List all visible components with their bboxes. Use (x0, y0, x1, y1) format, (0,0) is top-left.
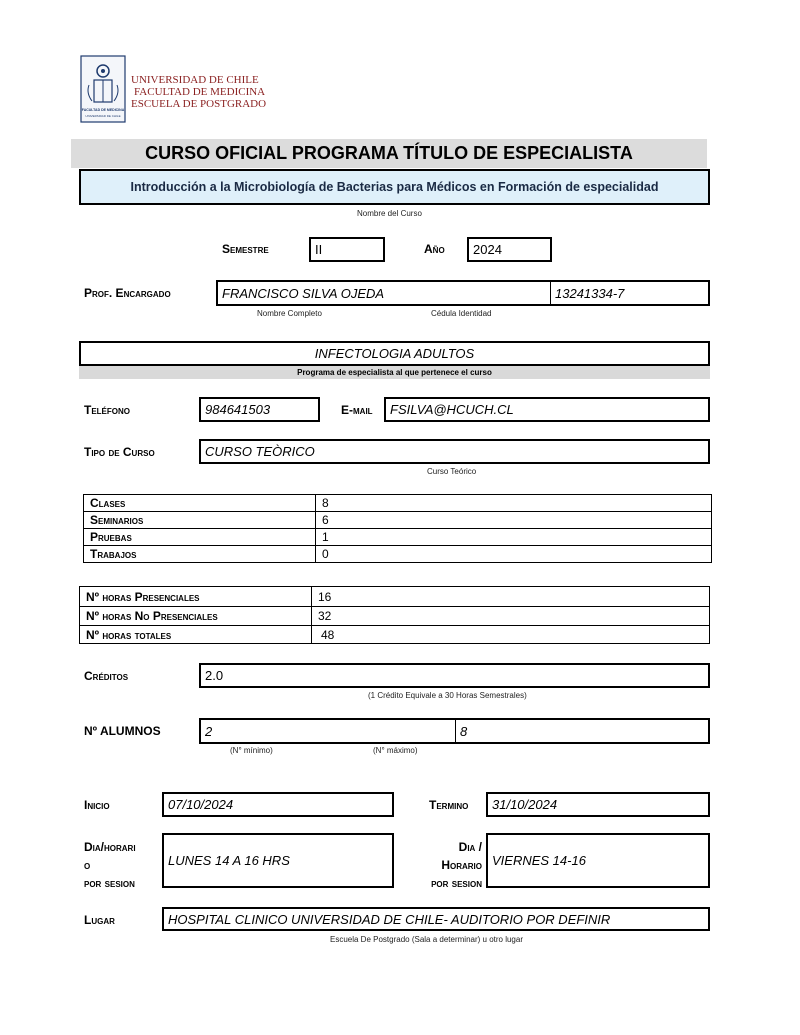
end-field[interactable]: 31/10/2024 (486, 792, 710, 817)
students-box (199, 718, 710, 744)
professor-id-field[interactable]: 13241334-7 (555, 285, 625, 301)
activity-value[interactable]: 1 (316, 529, 712, 546)
logo-caption-2: UNIVERSIDAD DE CHILE (85, 114, 121, 118)
course-name: Introducción a la Microbiología de Bacterias para Médicos en Formación de especialidad (130, 180, 659, 194)
logo-caption-1: FACULTAD DE MEDICINA (81, 108, 125, 112)
students-min-caption: (N° mínimo) (230, 746, 273, 755)
credits-field[interactable]: 2.0 (199, 663, 710, 688)
hours-label: Nº horas totales (80, 626, 312, 644)
schedule-2-label-line: Horario (441, 858, 482, 872)
professor-name-field[interactable]: FRANCISCO SILVA OJEDA (218, 282, 551, 304)
year-field[interactable]: 2024 (467, 237, 552, 262)
credits-caption: (1 Crédito Equivale a 30 Horas Semestrales) (368, 691, 527, 700)
schedule-1-label (84, 838, 136, 892)
professor-box (216, 280, 710, 306)
activities-table (83, 494, 712, 563)
table-row (84, 529, 712, 546)
activity-label: Clases (84, 495, 316, 512)
place-caption: Escuela De Postgrado (Sala a determinar) u otro lugar (330, 935, 523, 944)
activity-value[interactable]: 0 (316, 546, 712, 563)
phone-label: Teléfono (84, 403, 130, 417)
institution-line: UNIVERSIDAD DE CHILE (131, 74, 259, 86)
university-logo (80, 55, 126, 123)
semester-label: Semestre (222, 242, 269, 256)
students-max-field[interactable]: 8 (460, 723, 468, 739)
professor-name-caption: Nombre Completo (257, 309, 322, 318)
table-row (80, 587, 710, 607)
page-title: CURSO OFICIAL PROGRAMA TÍTULO DE ESPECIALISTA (145, 143, 633, 163)
institution-line: ESCUELA DE POSTGRADO (131, 98, 267, 110)
table-row (84, 546, 712, 563)
schedule-2-field[interactable]: VIERNES 14-16 (486, 833, 710, 888)
start-field[interactable]: 07/10/2024 (162, 792, 394, 817)
professor-label: Prof. Encargado (84, 286, 171, 300)
schedule-2-label-line: Dia / (458, 840, 482, 854)
activity-label: Pruebas (84, 529, 316, 546)
email-field[interactable]: FSILVA@HCUCH.CL (384, 397, 710, 422)
course-type-label: Tipo de Curso (84, 445, 155, 459)
course-type-caption: Curso Teórico (427, 467, 477, 476)
hours-label: Nº horas No Presenciales (80, 607, 312, 626)
table-row (80, 607, 710, 626)
program-caption-bar (79, 366, 710, 379)
students-label: Nº ALUMNOS (84, 724, 161, 738)
table-row (84, 495, 712, 512)
students-min-field[interactable]: 2 (201, 720, 456, 742)
program-box (79, 341, 710, 366)
schedule-2-label (412, 838, 482, 892)
schedule-1-label-line: Dia/horari (84, 840, 136, 854)
institution-name (131, 74, 266, 110)
hours-label: Nº horas Presenciales (80, 587, 312, 607)
semester-field[interactable]: II (309, 237, 385, 262)
title-banner (71, 139, 707, 168)
start-label: Inicio (84, 798, 110, 812)
course-name-box (79, 169, 710, 205)
course-name-caption: Nombre del Curso (357, 209, 422, 218)
activity-value[interactable]: 6 (316, 512, 712, 529)
schedule-2-label-line: por sesion (431, 876, 482, 890)
schedule-1-label-line: por sesion (84, 876, 135, 890)
activity-label: Seminarios (84, 512, 316, 529)
phone-field[interactable]: 984641503 (199, 397, 320, 422)
hours-value[interactable]: 16 (312, 587, 710, 607)
year-label: Año (424, 242, 445, 256)
students-max-caption: (N° máximo) (373, 746, 418, 755)
place-field[interactable]: HOSPITAL CLINICO UNIVERSIDAD DE CHILE- AUDITORIO POR DEFINIR (162, 907, 710, 931)
end-label: Termino (429, 798, 469, 812)
university-seal-icon (80, 55, 126, 123)
activity-label: Trabajos (84, 546, 316, 563)
email-label: E-mail (341, 403, 373, 417)
table-row (80, 626, 710, 644)
hours-value[interactable]: 32 (312, 607, 710, 626)
activity-value[interactable]: 8 (316, 495, 712, 512)
program-caption: Programa de especialista al que pertenece el curso (297, 368, 492, 377)
hours-value[interactable]: 48 (312, 626, 710, 644)
professor-id-caption: Cédula Identidad (431, 309, 492, 318)
schedule-1-field[interactable]: LUNES 14 A 16 HRS (162, 833, 394, 888)
institution-line: FACULTAD DE MEDICINA (134, 86, 266, 98)
credits-label: Créditos (84, 669, 129, 683)
program-value[interactable]: INFECTOLOGIA ADULTOS (314, 346, 475, 361)
schedule-1-label-line: o (84, 858, 91, 872)
course-type-field[interactable]: CURSO TEÒRICO (199, 439, 710, 464)
hours-table (79, 586, 710, 644)
place-label: Lugar (84, 913, 115, 927)
table-row (84, 512, 712, 529)
